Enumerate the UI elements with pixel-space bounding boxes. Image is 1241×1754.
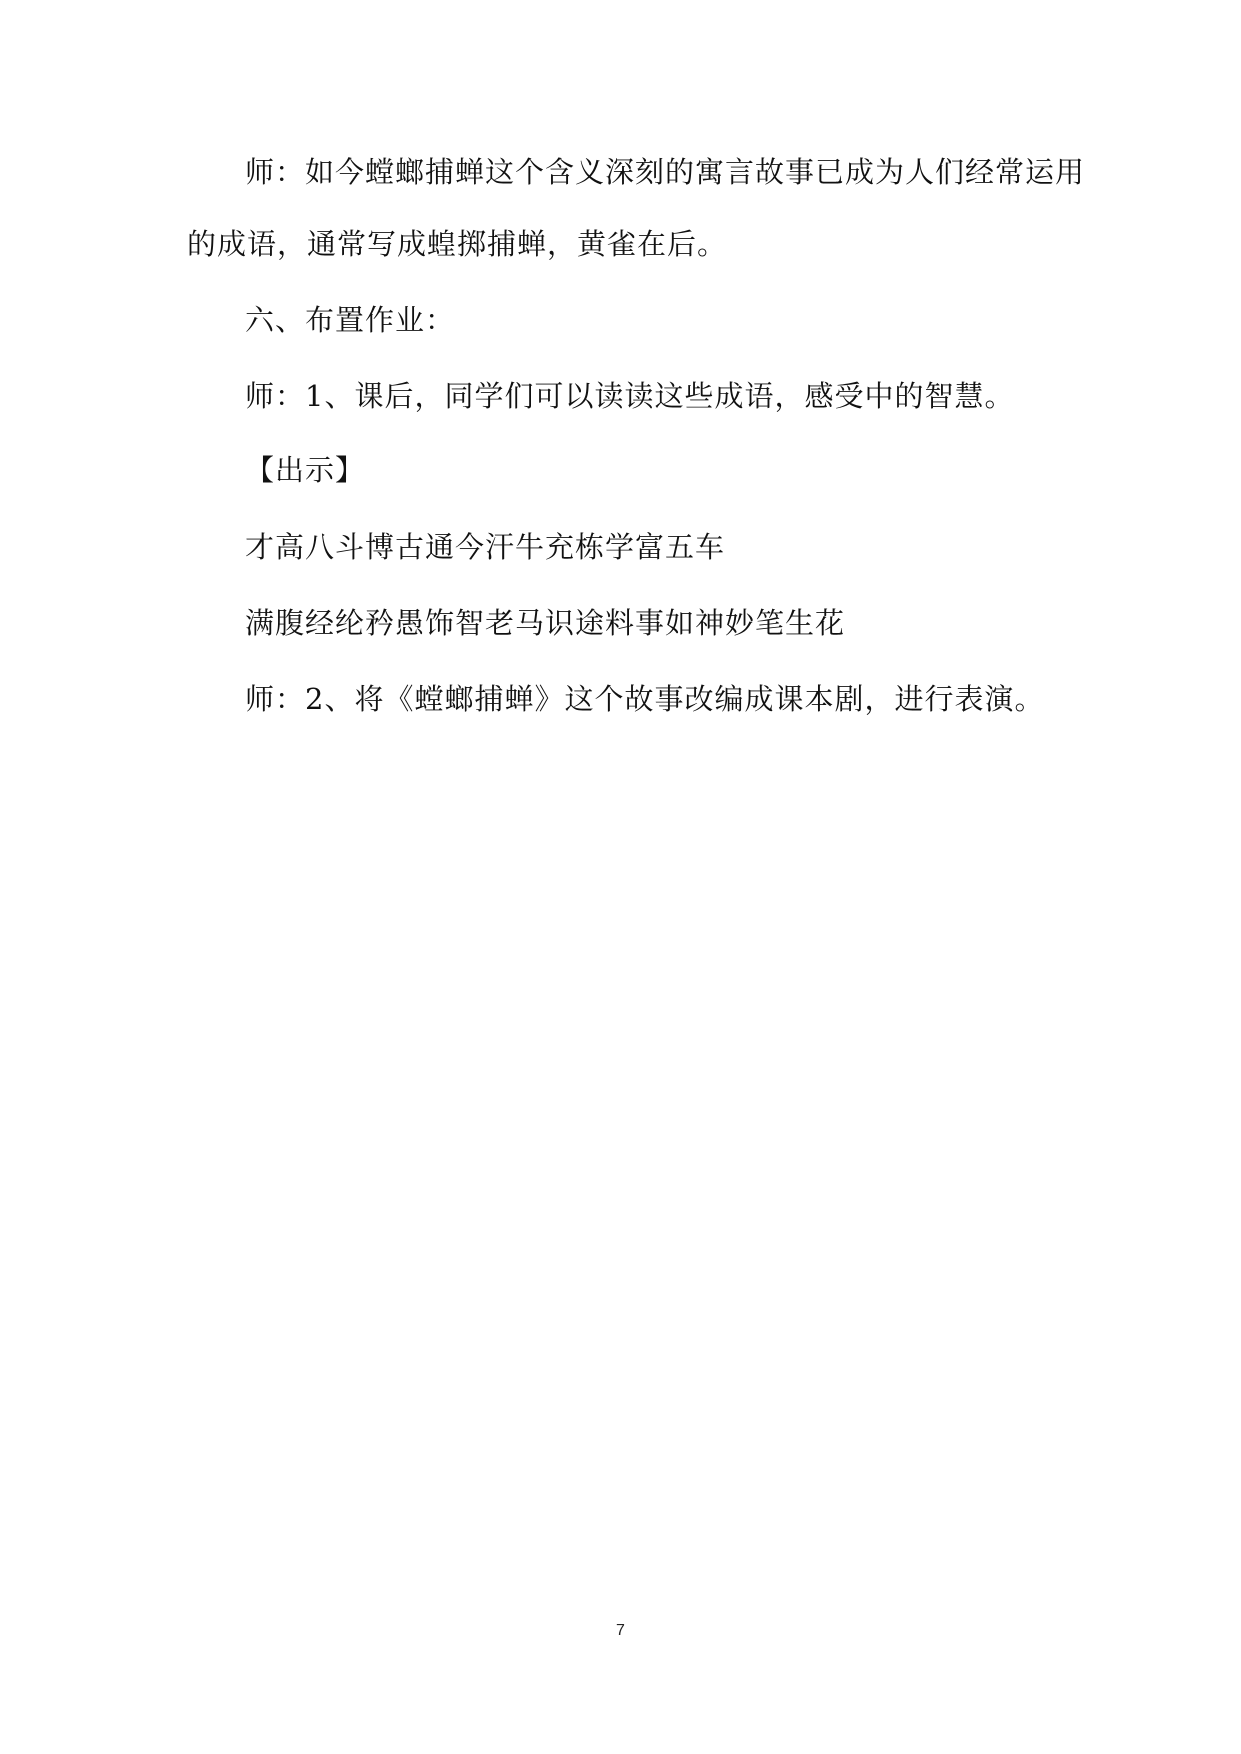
paragraph-teacher-idiom-intro-continued: 的成语，通常写成蝗掷捕蝉，黄雀在后。 xyxy=(187,227,728,261)
paragraph-homework-1: 师：1、课后，同学们可以读读这些成语，感受中的智慧。 xyxy=(245,379,1015,413)
page-number: 7 xyxy=(616,1622,625,1639)
paragraph-homework-2: 师：2、将《螳螂捕蝉》这个故事改编成课本剧，进行表演。 xyxy=(245,682,1045,716)
idiom-list-line-2: 满腹经纶矜愚饰智老马识途料事如神妙笔生花 xyxy=(245,606,846,640)
idiom-list-line-1: 才高八斗博古通今汗牛充栋学富五车 xyxy=(245,530,726,564)
section-heading-homework: 六、布置作业： xyxy=(245,303,456,337)
paragraph-teacher-idiom-intro: 师：如今螳螂捕蝉这个含义深刻的寓言故事已成为人们经常运用 xyxy=(245,155,1086,189)
paragraph-show-label: 【出示】 xyxy=(245,453,366,487)
